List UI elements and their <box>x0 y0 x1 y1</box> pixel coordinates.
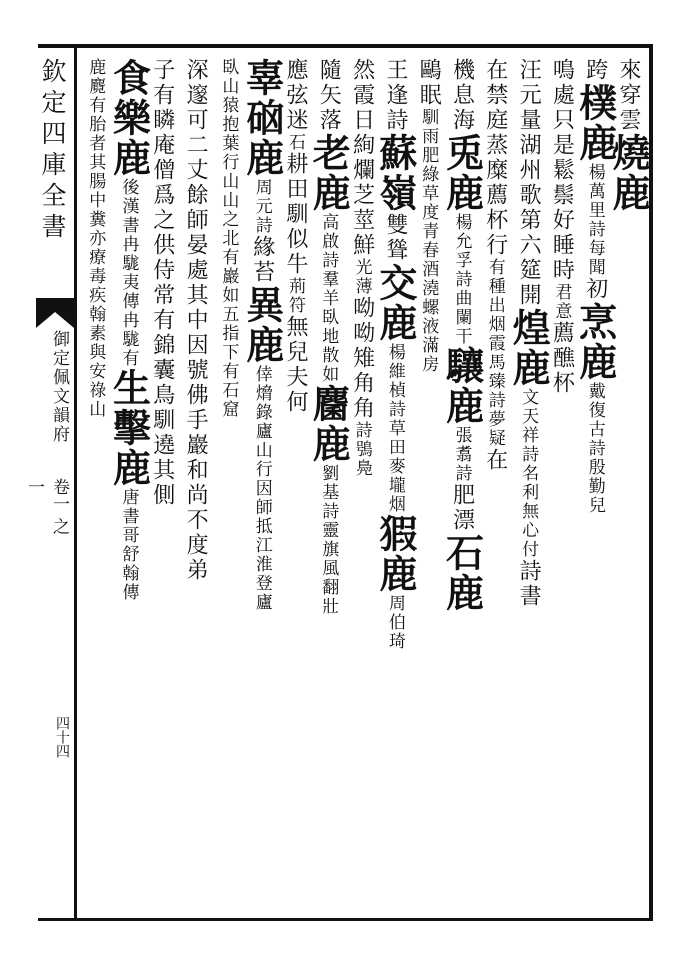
annotation-text: 有種出烟霞馬臻詩夢疑 <box>484 258 505 448</box>
text-run: 來穿雲 <box>616 58 641 133</box>
annotation-text: 周元詩 <box>251 178 272 235</box>
headword: 猳鹿 <box>372 514 418 594</box>
frame-top-border <box>38 44 653 48</box>
headword: 烹鹿 <box>572 302 618 382</box>
annotation-text: 馴雨肥綠草度青春 <box>418 108 439 260</box>
text-run: 隨矢落 <box>316 58 342 133</box>
annotation-text: 光薄 <box>351 258 372 296</box>
text-run: 跨 <box>582 58 608 83</box>
text-run: 在禁庭蒸糜 <box>482 58 508 183</box>
annotation-text: 鹿麑有胎者其腸中糞亦療毒疾 <box>85 58 106 305</box>
annotation-text: 山山之北有巖如五指下有石窟 <box>218 172 239 419</box>
text-run: 薦醮杯 <box>549 321 575 396</box>
annotation-text: 張翥詩 <box>451 426 472 483</box>
text-run: 初 <box>582 277 608 302</box>
text-run: 王逢詩 <box>382 58 408 133</box>
annotation-text: 詩鴞鳧 <box>351 421 372 478</box>
annotation-text: 楊萬里詩每聞 <box>584 163 605 277</box>
text-run: 深邃可二丈餘師晏處其中因號佛手巖和尚不度弟 <box>183 58 209 583</box>
headword: 麕鹿 <box>306 384 352 464</box>
text-run: 薦杯行 <box>482 183 508 258</box>
text-run: 雙聳 <box>382 213 408 263</box>
headword: 煌鹿 <box>506 308 552 388</box>
annotation-text: 臥山猿抱葉行 <box>218 58 239 172</box>
text-run: 呦呦雉角角 <box>349 296 375 421</box>
headword: 兎鹿 <box>439 133 485 213</box>
text-run: 無兒夫何 <box>283 315 308 415</box>
headword: 交鹿 <box>372 263 418 343</box>
frame-bottom-border <box>38 918 653 921</box>
margin-book-title: 御定佩文韻府 <box>49 330 69 444</box>
annotation-text: 文天祥詩名利無心付 <box>518 388 539 559</box>
headword: 石鹿 <box>439 533 485 613</box>
annotation-text: 後漢書冉駹夷傳冉駹有 <box>118 178 139 368</box>
text-run: 汪元量湖州歌第六筵開 <box>516 58 542 308</box>
text-run: 應弦迷 <box>283 58 308 133</box>
headword: 蘇嶺 <box>372 133 418 213</box>
text-column <box>75 58 115 916</box>
annotation-text: 君意 <box>551 283 572 321</box>
annotation-text: 高啟詩羣羊臥地散如 <box>318 213 339 384</box>
annotation-text: 酒澆螺液滿房 <box>418 260 439 374</box>
annotation-text: 翰素與安祿山 <box>85 305 106 419</box>
annotation-text: 石 <box>285 133 305 152</box>
headword: 生擊鹿 <box>106 368 152 488</box>
margin-volume: 卷一 之一 <box>24 478 69 535</box>
text-run: 機息海 <box>449 58 475 133</box>
headword: 老鹿 <box>306 133 352 213</box>
text-run: 子有瞵庵僧爲之供侍常有 <box>149 58 175 333</box>
headword: 驤鹿 <box>439 346 485 426</box>
annotation-text: 楊允孚詩曲闌干 <box>451 213 472 346</box>
annotation-text: 劉基詩靈旗風翻壯 <box>318 464 339 616</box>
margin-title: 欽定四庫全書 <box>38 58 67 244</box>
text-run: 耕田馴似牛 <box>283 152 308 277</box>
text-run: 鳴處只是鬆鬃好睡時 <box>549 58 575 283</box>
text-run: 肥漂 <box>449 483 475 533</box>
text-run: 錦囊鳥馴遶其側 <box>149 333 175 508</box>
headword: 食樂鹿 <box>106 58 152 178</box>
text-run: 然霞日絢爛芝莖鮮 <box>349 58 375 258</box>
text-run: 詩書 <box>516 559 542 609</box>
headword: 燒鹿 <box>606 133 651 213</box>
annotation-text: 楊維楨詩草田麥壠烟 <box>384 343 405 514</box>
fishtail-mark-icon <box>36 298 74 328</box>
margin-page-number: 四十四 <box>54 716 70 758</box>
headword: 辜硇鹿 <box>239 58 285 178</box>
annotation-text: 倖熁錄廬山行因師抵江淮登廬 <box>251 365 272 612</box>
text-run: 在 <box>482 448 508 473</box>
annotation-text: 周伯琦 <box>384 594 405 651</box>
annotation-text: 唐書哥舒翰傳 <box>118 488 139 602</box>
headword: 樸鹿 <box>572 83 618 163</box>
text-run: 鷗眠 <box>416 58 442 108</box>
headword: 異鹿 <box>239 285 285 365</box>
annotation-text: 戴復古詩殷勤兒 <box>584 382 605 515</box>
text-run: 緣苔 <box>249 235 275 285</box>
annotation-text: 荊符 <box>285 277 305 315</box>
